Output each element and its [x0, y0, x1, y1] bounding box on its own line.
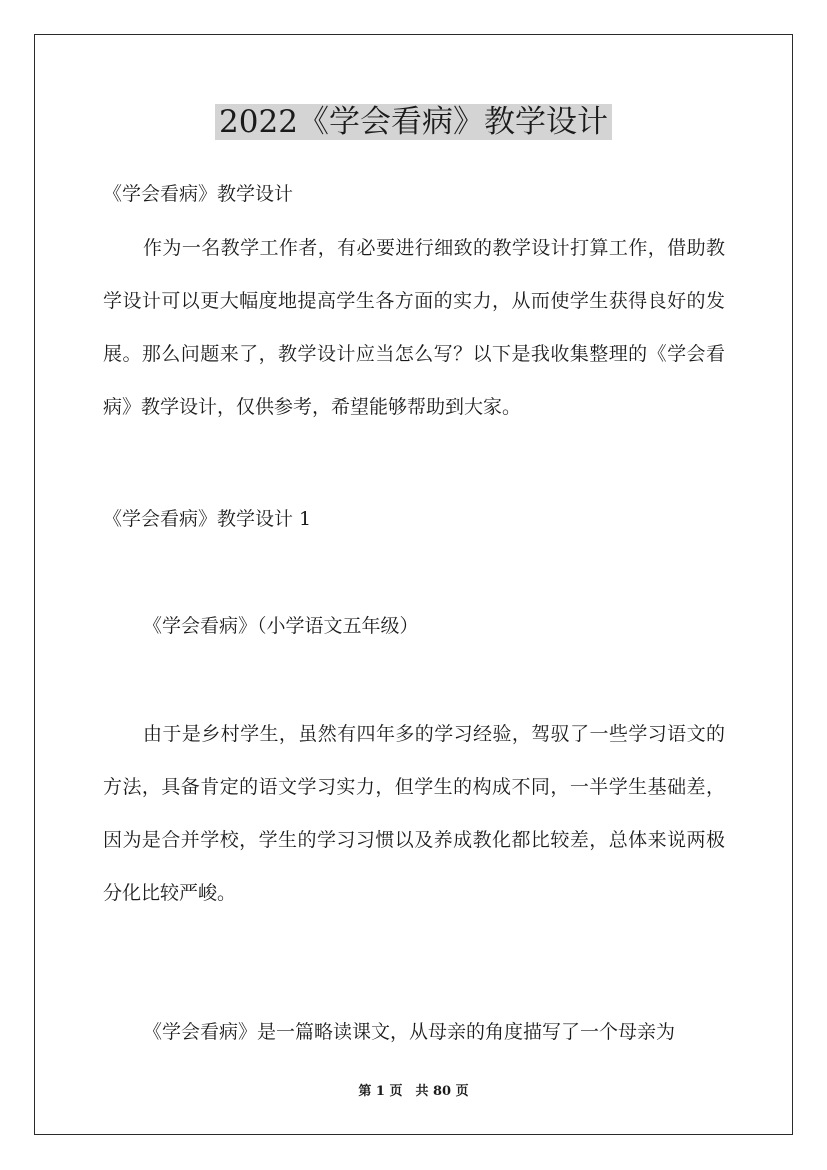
- document-title-text: 2022《学会看病》教学设计: [215, 104, 612, 140]
- intro-paragraph: 作为一名教学工作者，有必要进行细致的教学设计打算工作，借助教学设计可以更大幅度地提高学生各方面的实力，从而使学生获得良好的发展。那么问题来了，教学设计应当怎么写？以下是我收集整理的《学会看病》教学设计，仅供参考，希望能够帮助到大家。: [103, 237, 725, 418]
- section-heading: 《学会看病》教学设计 1: [103, 508, 312, 530]
- document-title: [0, 100, 827, 144]
- page-footer: 第 1 页 共 80 页: [358, 1084, 469, 1099]
- lesson-subtitle: 《学会看病》（小学语文五年级）: [143, 615, 419, 637]
- text-paragraph: 《学会看病》是一篇略读课文，从母亲的角度描写了一个母亲为: [143, 1021, 676, 1043]
- doc-heading: 《学会看病》教学设计: [103, 183, 294, 205]
- students-paragraph: 由于是乡村学生，虽然有四年多的学习经验，驾驭了一些学习语文的方法，具备肯定的语文学习实力，但学生的构成不同，一半学生基础差，因为是合并学校，学生的学习习惯以及养成教化都比较差，总体来说两极分化比较严峻。: [103, 723, 725, 904]
